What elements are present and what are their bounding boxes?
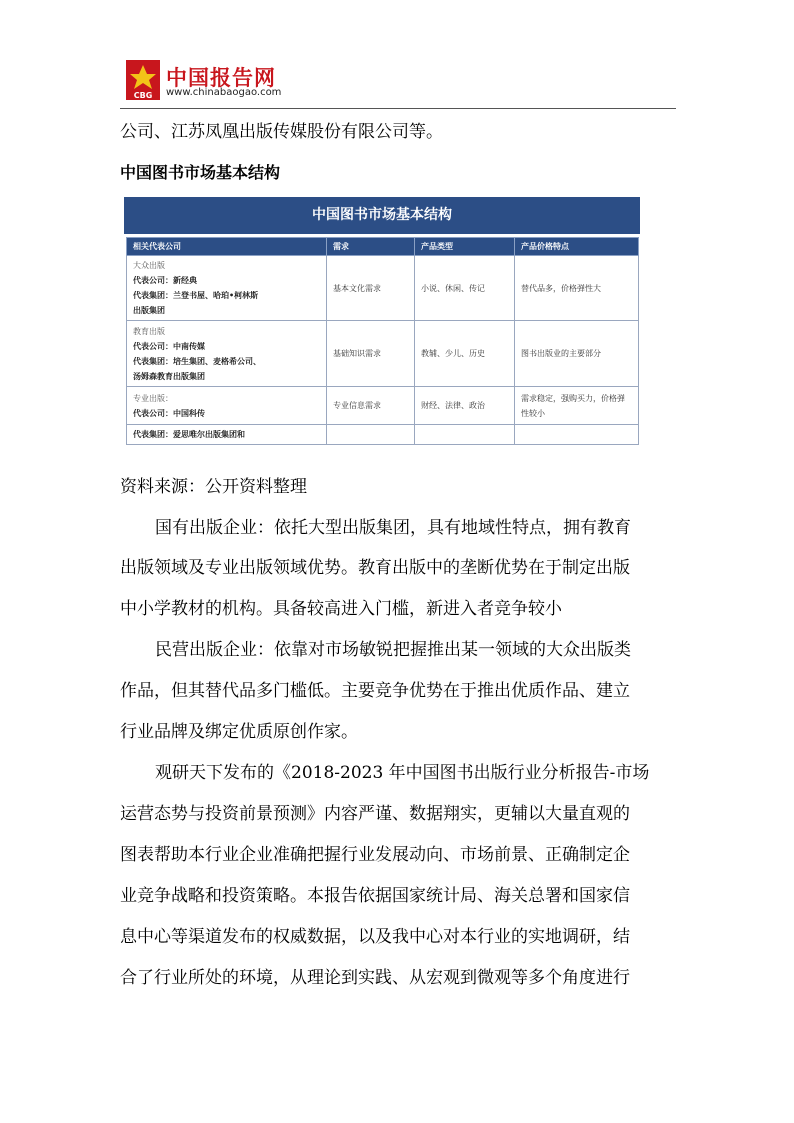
table-row — [127, 425, 639, 445]
source-note: 资料来源：公开资料整理 — [120, 477, 307, 497]
paragraph-line: 行业品牌及绑定优质原创作家。 — [120, 722, 358, 742]
table-row — [127, 256, 639, 321]
company-cell: 大众出版 代表公司：新经典 代表集团：兰登书屋、哈珀•柯林斯 出版集团 — [127, 256, 327, 321]
paragraph-line: 国有出版企业：依托大型出版集团，具有地域性特点，拥有教育 — [155, 518, 631, 538]
product-cell: 小说、休闲、传记 — [415, 256, 515, 321]
section-heading: 中国图书市场基本结构 — [120, 163, 281, 182]
demand-cell: 基础知识需求 — [327, 321, 415, 387]
demand-cell — [327, 425, 415, 445]
brand-name: 中国报告网 — [166, 66, 276, 90]
product-cell: 财经、法律、政治 — [415, 387, 515, 425]
paragraph-line: 民营出版企业：依靠对市场敏锐把握推出某一领域的大众出版类 — [155, 640, 631, 660]
price-cell — [515, 425, 639, 445]
paragraph-line: 业竞争战略和投资策略。本报告依据国家统计局、海关总署和国家信 — [120, 886, 630, 906]
paragraph-line: 出版领域及专业出版领域优势。教育出版中的垄断优势在于制定出版 — [120, 558, 630, 578]
table-header-row — [127, 238, 639, 256]
market-structure-table — [126, 237, 639, 445]
paragraph-line: 图表帮助本行业企业准确把握行业发展动向、市场前景、正确制定企 — [120, 845, 630, 865]
header-divider — [120, 108, 676, 109]
paragraph-line: 作品，但其替代品多门槛低。主要竞争优势在于推出优质作品、建立 — [120, 681, 630, 701]
continued-text: 公司、江苏凤凰出版传媒股份有限公司等。 — [120, 122, 443, 142]
paragraph-line: 观研天下发布的《2018-2023 年中国图书出版行业分析报告-市场 — [155, 763, 650, 783]
product-cell: 教辅、少儿、历史 — [415, 321, 515, 387]
price-cell: 图书出版业的主要部分 — [515, 321, 639, 387]
company-cell: 代表集团：爱思唯尔出版集团和 — [127, 425, 327, 445]
figure-title: 中国图书市场基本结构 — [124, 197, 640, 234]
logo-abbr: CBG — [133, 91, 153, 100]
column-header: 产品价格特点 — [515, 238, 639, 256]
company-cell: 教育出版 代表公司：中南传媒 代表集团：培生集团、麦格希公司、 汤姆森教育出版集团 — [127, 321, 327, 387]
column-header: 需求 — [327, 238, 415, 256]
market-structure-figure — [124, 197, 640, 453]
table-row — [127, 321, 639, 387]
brand-url[interactable]: www.chinabaogao.com — [166, 87, 282, 98]
table-row — [127, 387, 639, 425]
paragraph-line: 中小学教材的机构。具备较高进入门槛，新进入者竞争较小 — [120, 599, 562, 619]
price-cell: 替代品多，价格弹性大 — [515, 256, 639, 321]
page-header — [120, 56, 676, 108]
paragraph-line: 息中心等渠道发布的权威数据，以及我中心对本行业的实地调研，结 — [120, 927, 630, 947]
cbg-logo-icon — [126, 60, 160, 100]
demand-cell: 专业信息需求 — [327, 387, 415, 425]
product-cell — [415, 425, 515, 445]
price-cell: 需求稳定，强购买力，价格弹性较小 — [515, 387, 639, 425]
demand-cell: 基本文化需求 — [327, 256, 415, 321]
company-cell: 专业出版： 代表公司：中国科传 — [127, 387, 327, 425]
column-header: 产品类型 — [415, 238, 515, 256]
paragraph-line: 合了行业所处的环境，从理论到实践、从宏观到微观等多个角度进行 — [120, 968, 630, 988]
column-header: 相关代表公司 — [127, 238, 327, 256]
paragraph-line: 运营态势与投资前景预测》内容严谨、数据翔实，更辅以大量直观的 — [120, 804, 630, 824]
